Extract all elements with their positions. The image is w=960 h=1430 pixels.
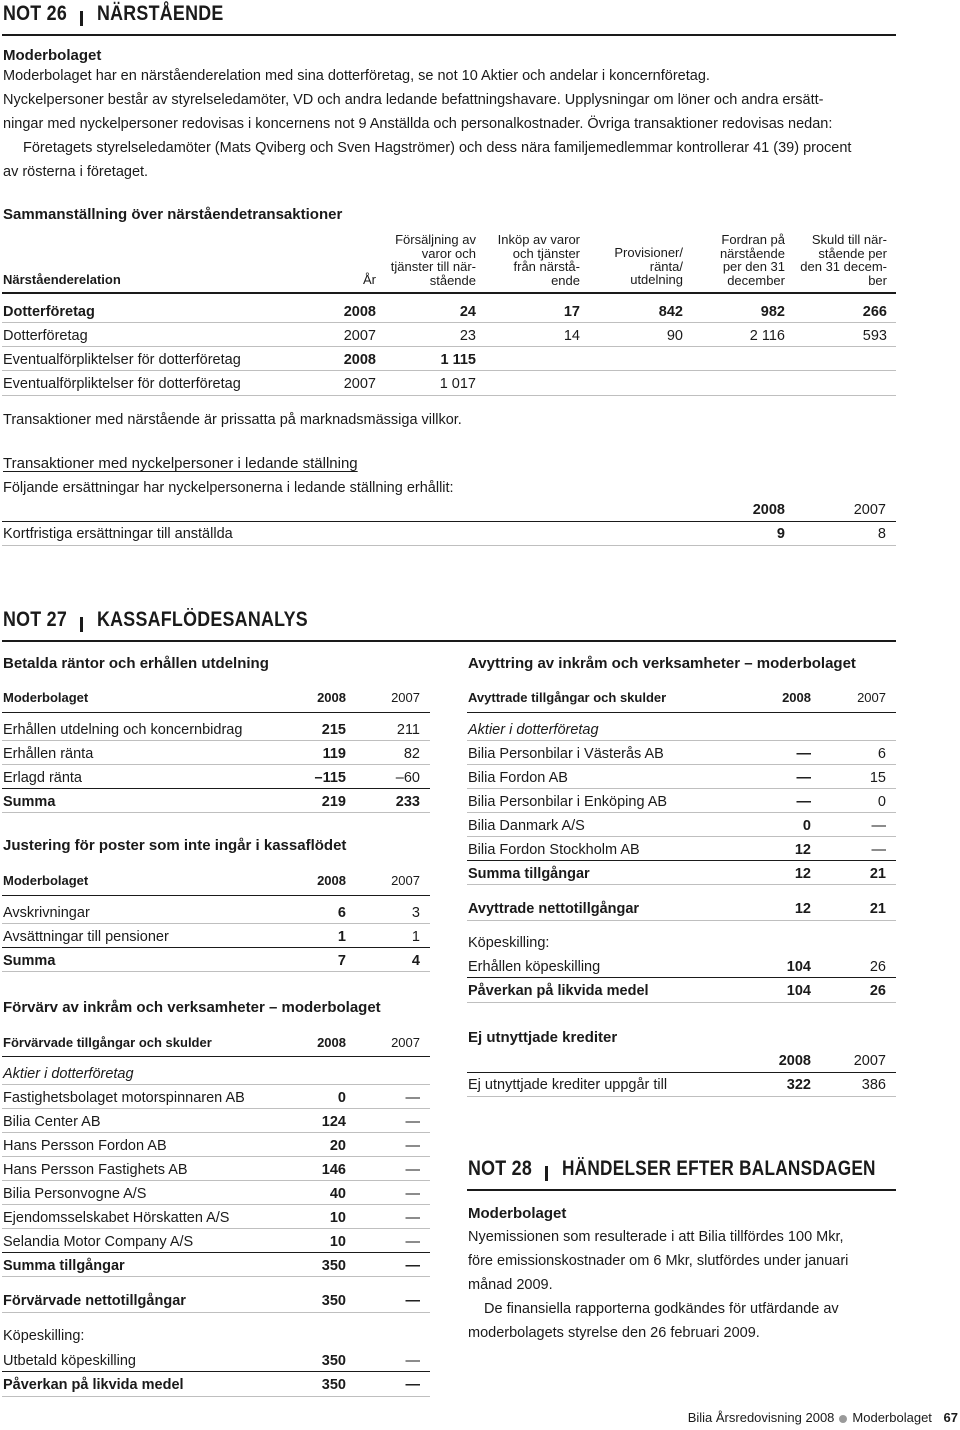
table-row: Dotterföretag 2008 24 17 842 982 266 (3, 304, 887, 320)
table-row: Bilia Personvogne A/S 40 — (3, 1186, 420, 1202)
note-28-heading (468, 1157, 945, 1181)
row-divider (2, 788, 430, 789)
table-row: Avsättningar till pensioner 1 1 (3, 929, 420, 945)
table-row: Bilia Personbilar i Enköping AB — 0 (468, 794, 886, 810)
table-row: Eventualförpliktelser för dotterföretag 2007 1 017 (3, 376, 476, 392)
text-line: Nyemissionen som resulterade i att Bilia tillfördes 100 Mkr, (468, 1229, 844, 1245)
table-row: Bilia Danmark A/S 0 — (468, 818, 886, 834)
row-divider (2, 1084, 430, 1085)
interest-title: Betalda räntor och erhållen utdelning (3, 655, 269, 672)
col-header-receivable: Fordran på närstående per den 31 december (719, 232, 785, 288)
table-caption: Förvärvade tillgångar och skulder (3, 1035, 212, 1050)
table-row: Kortfristiga ersättningar till anställda 9 8 (3, 526, 886, 542)
col-header-purchases: Inköp av varor och tjänster från närstå- ende (497, 232, 580, 288)
note-26-heading (3, 2, 246, 26)
text-line: moderbolagets styrelse den 26 februari 2009. (468, 1325, 760, 1341)
text-line: Nyckelpersoner består av styrelseledamöter, VD och andra ledande befattningshavare. Upplysningar om löner och andra ersätt- (3, 92, 824, 108)
credit-title: Ej utnyttjade krediter (468, 1029, 618, 1046)
text-line: ningar med nyckelpersoner redovisas i koncernens not 9 Anställda och personalkostnader. Övriga transaktioner redovisas nedan: (3, 116, 833, 132)
total-row: Summa 219 233 (3, 794, 420, 810)
row-divider (467, 1002, 896, 1003)
total-row: Förvärvade nettotillgångar 350 — (3, 1293, 420, 1309)
bullet-icon (839, 1415, 847, 1423)
table-header-rule (2, 712, 430, 713)
row-divider (467, 836, 896, 837)
heading-rule (467, 1189, 896, 1191)
text-line: De finansiella rapporterna godkändes för utfärdande av (484, 1301, 839, 1317)
note-number: NOT 26 (3, 2, 68, 25)
text-line: Moderbolaget har en närståenderelation med sina dotterföretag, se not 10 Aktier och andelar i koncernföretag. (3, 68, 710, 84)
table-row: Bilia Personbilar i Västerås AB — 6 (468, 746, 886, 762)
table-header-rule (2, 292, 896, 294)
table-header-rule (2, 895, 430, 896)
total-row: Avyttrade nettotillgångar 12 21 (468, 901, 886, 917)
note-number: NOT 28 (468, 1157, 533, 1180)
row-divider (2, 370, 896, 371)
table-row: Fastighetsbolaget motorspinnaren AB 0 — (3, 1090, 420, 1106)
note-title: HÄNDELSER EFTER BALANSDAGEN (562, 1157, 877, 1180)
row-divider (467, 788, 896, 789)
total-row: Summa 7 4 (3, 953, 420, 969)
text-line: Företagets styrelseledamöter (Mats Qviberg och Sven Hagströmer) och dess nära familjemedlemmar kontrollerar 41 (39) procent (23, 140, 852, 156)
table-row: Ejendomsselskabet Hörskatten A/S 10 — (3, 1210, 420, 1226)
key-years-header: 2008 2007 (752, 502, 886, 518)
row-divider (2, 764, 430, 765)
heading-divider (80, 11, 83, 26)
total-row: Påverkan på likvida medel 350 — (3, 1377, 420, 1393)
disposal-title: Avyttring av inkråm och verksamheter – moderbolaget (468, 655, 856, 672)
text-line: månad 2009. (468, 1277, 553, 1293)
table-row: Avskrivningar 6 3 (3, 905, 420, 921)
table-row: Bilia Center AB 124 — (3, 1114, 420, 1130)
row-divider (2, 971, 430, 972)
col-header-sales: Försäljning av varor och tjänster till när- stående (390, 232, 476, 288)
note-title: NÄRSTÅENDE (97, 2, 224, 25)
section-subhead: Moderbolaget (3, 47, 102, 64)
heading-divider (545, 1166, 548, 1181)
table-row: Erhållen ränta 119 82 (3, 746, 420, 762)
row-divider (2, 1132, 430, 1133)
section-label: Aktier i dotterföretag (468, 722, 599, 738)
table-row: Utbetald köpeskilling 350 — (3, 1353, 420, 1369)
table-caption: Moderbolaget (3, 873, 89, 888)
row-divider (2, 1371, 430, 1372)
total-row: Summa tillgångar 12 21 (468, 866, 886, 882)
row-divider (2, 1156, 430, 1157)
row-divider (2, 1312, 430, 1313)
heading-divider (80, 617, 83, 632)
years-header: 2008 2007 (778, 1053, 886, 1069)
table-header-rule (467, 712, 896, 713)
years-header: 2008 2007 (317, 1035, 420, 1050)
row-divider (467, 977, 896, 978)
note-28-paragraph (468, 1225, 896, 1345)
table-row: Ej utnyttjade krediter uppgår till 322 386 (468, 1077, 886, 1093)
pricing-note: Transaktioner med närstående är prissatta på marknadsmässiga villkor. (3, 412, 462, 428)
row-divider (467, 1096, 896, 1097)
row-divider (2, 1252, 430, 1253)
page-number: 67 (943, 1410, 958, 1425)
row-divider (2, 395, 896, 396)
section-label: Köpeskilling: (3, 1328, 85, 1344)
row-divider (2, 1204, 430, 1205)
acquisition-title: Förvärv av inkråm och verksamheter – moderbolaget (3, 999, 381, 1016)
text-line: före emissionskostnader om 6 Mkr, slutfördes under januari (468, 1253, 849, 1269)
row-divider (467, 764, 896, 765)
row-divider (2, 1228, 430, 1229)
row-divider (2, 346, 896, 347)
heading-rule (2, 34, 896, 36)
total-row: Summa tillgångar 350 — (3, 1258, 420, 1274)
row-divider (467, 884, 896, 885)
years-header: 2008 2007 (317, 690, 420, 705)
key-persons-title: Transaktioner med nyckelpersoner i ledande ställning (3, 455, 358, 472)
table-caption: Avyttrade tillgångar och skulder (468, 690, 667, 705)
section-label: Köpeskilling: (468, 935, 550, 951)
note-27-heading (3, 608, 346, 632)
table-row: Erlagd ränta –115 –60 (3, 770, 420, 786)
footer-publication: Bilia Årsredovisning 2008 (687, 1410, 835, 1425)
key-persons-intro: Följande ersättningar har nyckelpersonerna i ledande ställning erhållit: (3, 480, 454, 496)
page-footer (0, 1410, 958, 1425)
row-divider (2, 1396, 430, 1397)
years-header: 2008 2007 (782, 690, 886, 705)
row-divider (2, 1276, 430, 1277)
heading-rule (2, 640, 896, 642)
note-number: NOT 27 (3, 608, 68, 631)
note-title: KASSAFLÖDESANALYS (97, 608, 309, 631)
row-divider (2, 812, 430, 813)
col-header-year: År (363, 272, 376, 287)
table-title: Sammanställning över närståendetransaktioner (3, 206, 343, 223)
table-row: Erhållen köpeskilling 104 26 (468, 959, 886, 975)
table-row: Bilia Fordon AB — 15 (468, 770, 886, 786)
section-label: Aktier i dotterföretag (3, 1066, 134, 1082)
total-row: Påverkan på likvida medel 104 26 (468, 983, 886, 999)
section-subhead: Moderbolaget (468, 1205, 567, 1222)
table-row: Eventualförpliktelser för dotterföretag 2008 1 115 (3, 352, 476, 368)
row-divider (2, 1108, 430, 1109)
table-row: Dotterföretag 2007 23 14 90 2 116 593 (3, 328, 887, 344)
note-26-paragraph (3, 64, 896, 184)
row-divider (2, 947, 430, 948)
table-row: Erhållen utdelning och koncernbidrag 215 211 (3, 722, 420, 738)
table-row: Selandia Motor Company A/S 10 — (3, 1234, 420, 1250)
table-header-rule (2, 1056, 430, 1057)
text-line: av rösterna i företaget. (3, 164, 149, 180)
years-header: 2008 2007 (317, 873, 420, 888)
table-caption: Moderbolaget (3, 690, 89, 705)
col-header-provisions: Provisioner/ ränta/ utdelning (614, 245, 683, 287)
row-divider (467, 860, 896, 861)
row-divider (2, 740, 430, 741)
row-divider (467, 740, 896, 741)
row-divider (2, 923, 430, 924)
row-divider (2, 322, 896, 323)
col-header-debt: Skuld till när- stående per den 31 decem- ber (800, 232, 887, 288)
adjustment-title: Justering för poster som inte ingår i kassaflödet (3, 837, 347, 854)
table-row: Hans Persson Fordon AB 20 — (3, 1138, 420, 1154)
col-header-relation: Närståenderelation (3, 272, 121, 287)
footer-section: Moderbolaget (852, 1410, 932, 1425)
row-divider (2, 1180, 430, 1181)
row-divider (467, 812, 896, 813)
table-row: Hans Persson Fastighets AB 146 — (3, 1162, 420, 1178)
table-row: Bilia Fordon Stockholm AB 12 — (468, 842, 886, 858)
row-divider (467, 920, 896, 921)
row-divider (2, 545, 896, 546)
